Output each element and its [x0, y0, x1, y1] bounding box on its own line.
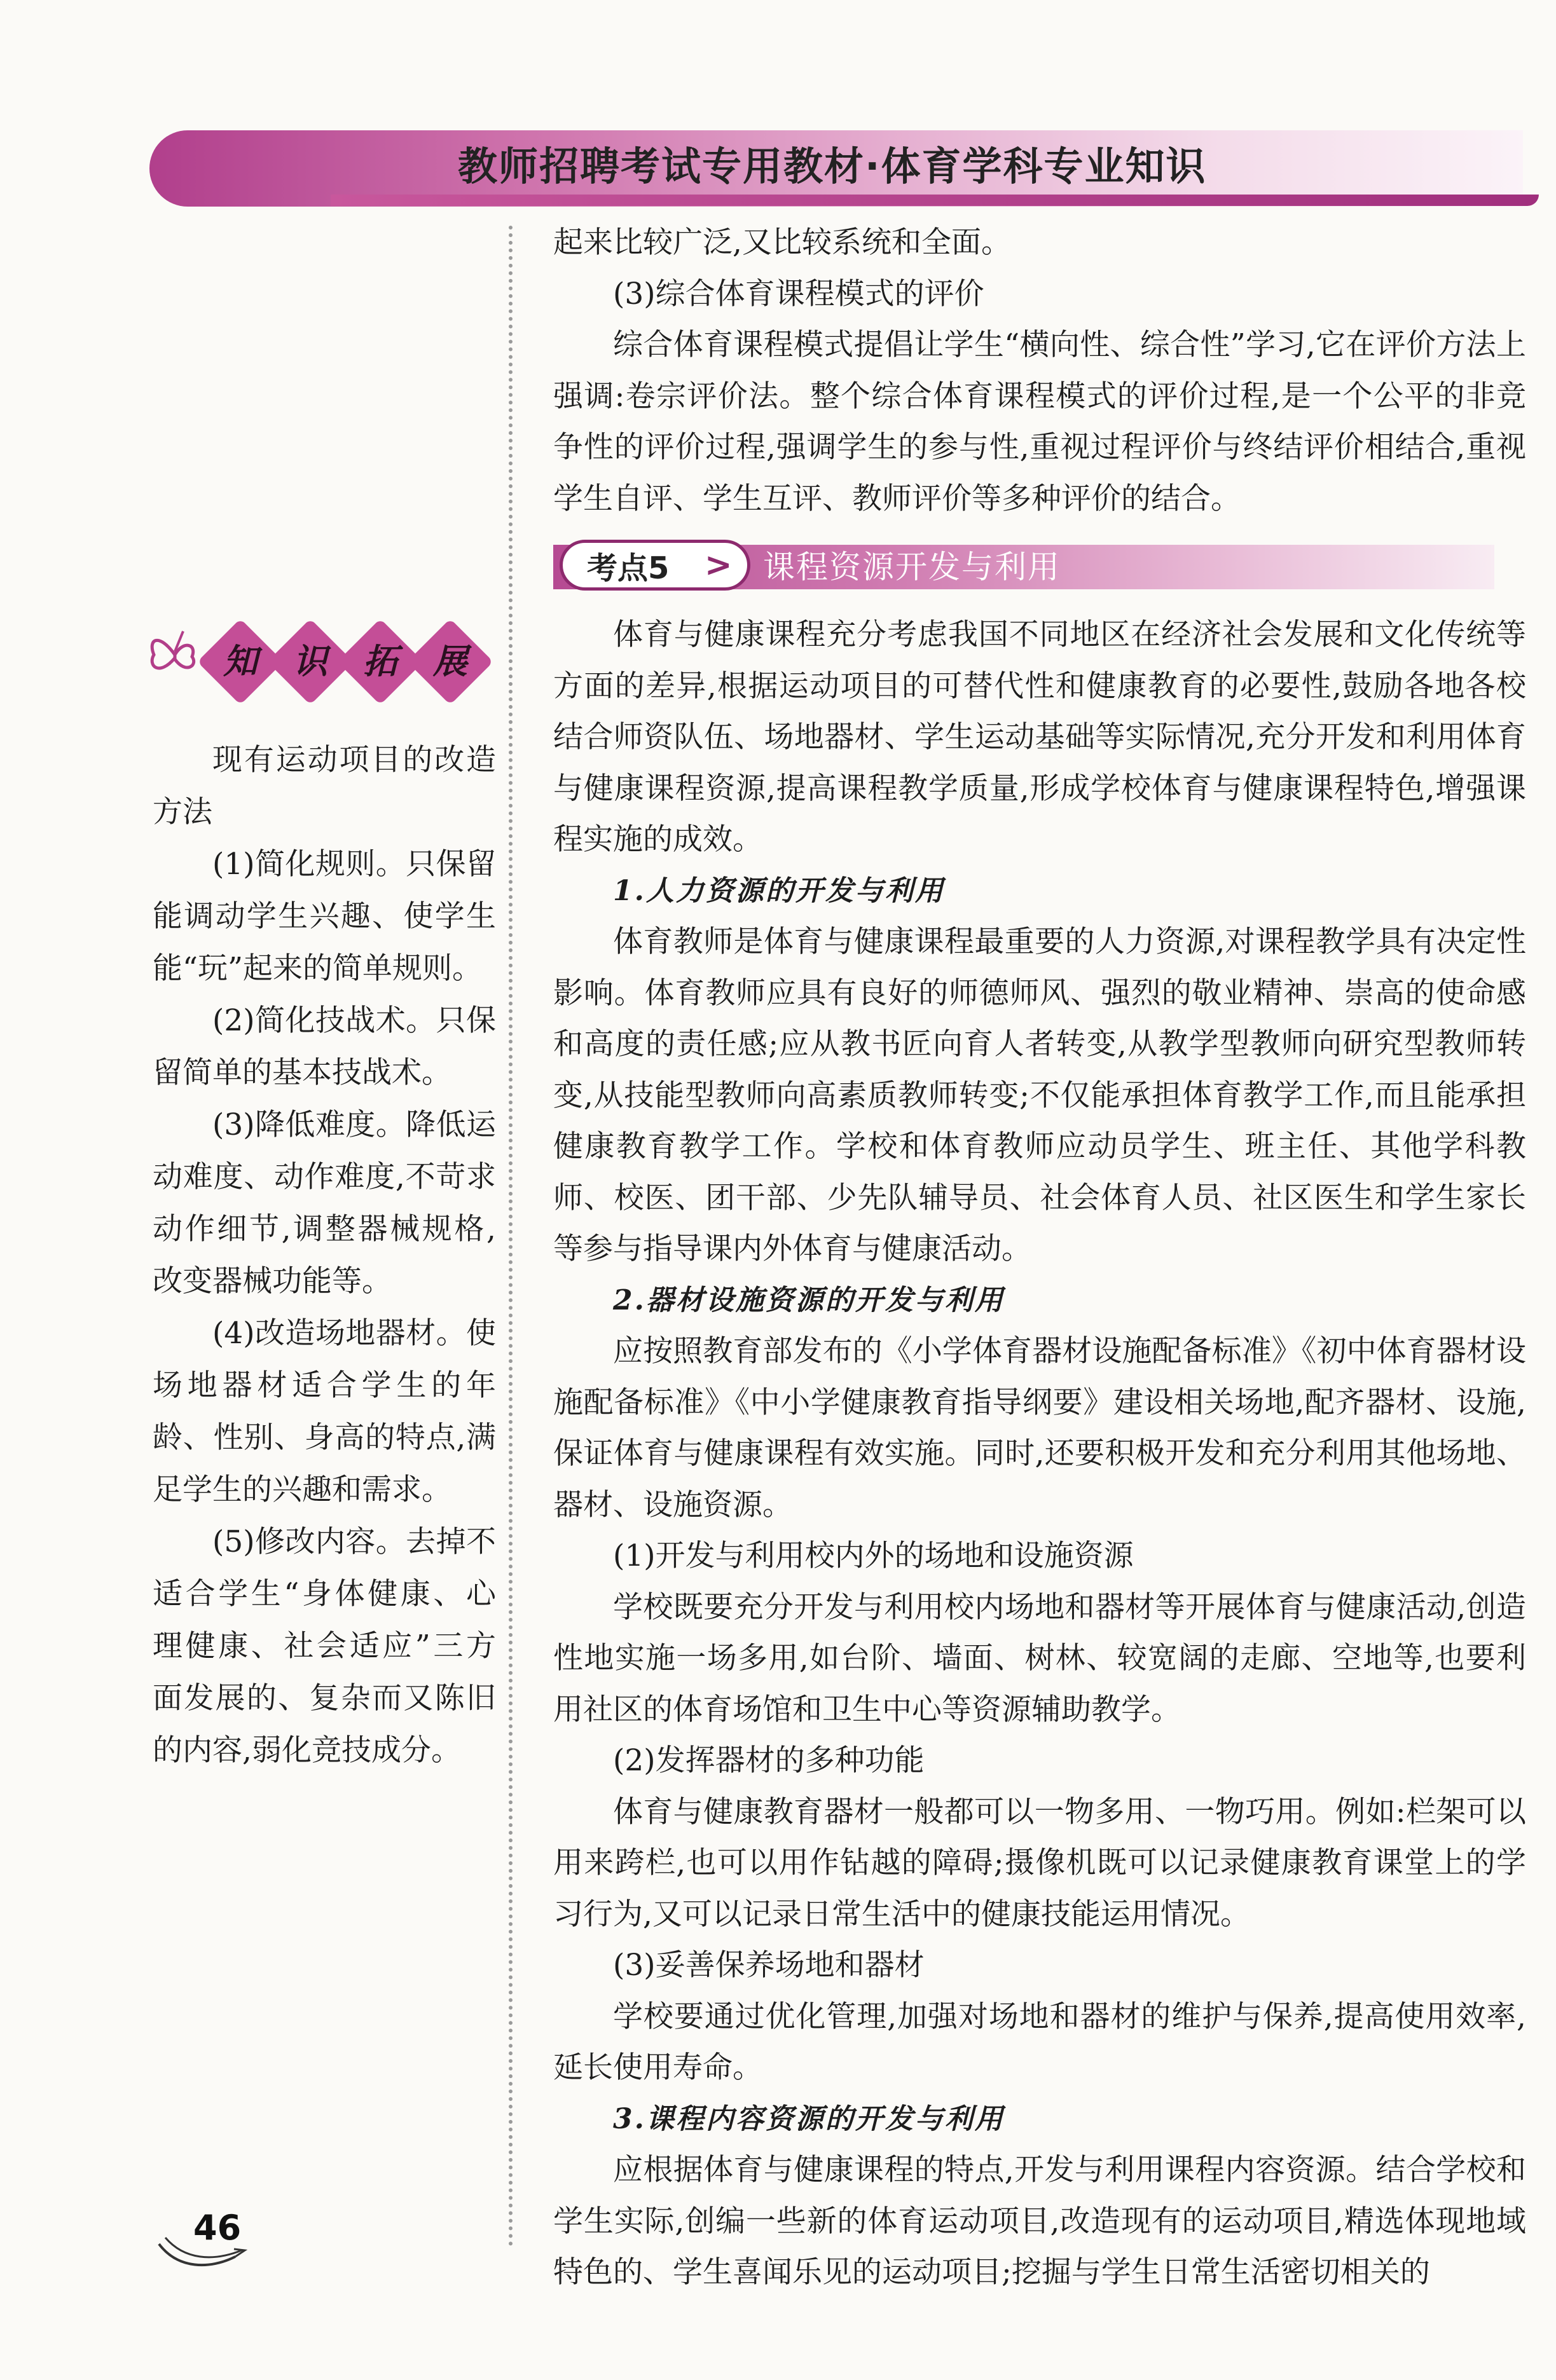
sidebar-item: (5)修改内容。去掉不适合学生“身体健康、心理健康、社会适应”三方面发展的、复杂而又陈旧的内容,弱化竞技成分。 [153, 1524, 496, 1768]
paragraph: 学校要通过优化管理,加强对场地和器材的维护与保养,提高使用效率,延长使用寿命。 [553, 1999, 1526, 2085]
paragraph: 应按照教育部发布的《小学体育器材设施配备标准》《初中体育器材设施配备标准》《中小学健康教育指导纲要》建设相关场地,配齐器材、设施,保证体育与健康课程有效实施。同时,还要积极开发和充分利用其他场地、器材、设施资源。 [553, 1334, 1526, 1522]
paragraph: 综合体育课程模式提倡让学生“横向性、综合性”学习,它在评价方法上强调:卷宗评价法。整个综合体育课程模式的评价过程,是一个公平的非竞争性的评价过程,强调学生的参与性,重视过程评价与终结评价相结合,重视学生自评、学生互评、教师评价等多种评价的结合。 [553, 327, 1526, 516]
paragraph: 体育与健康课程充分考虑我国不同地区在经济社会发展和文化传统等方面的差异,根据运动项目的可替代性和健康教育的必要性,鼓励各地各校结合师资队伍、场地器材、学生运动基础等实际情况,充分开发和利用体育与健康课程资源,提高课程教学质量,形成学校体育与健康课程特色,增强课程实施的成效。 [553, 617, 1526, 857]
subheading: (1)开发与利用校内外的场地和设施资源 [613, 1538, 1134, 1573]
tile-char: 识 [293, 641, 327, 681]
paragraph: 学校既要充分开发与利用校内场地和器材等开展体育与健康活动,创造性地实施一场多用,如台阶、墙面、树林、较宽阔的走廊、空地等,也要利用社区的体育场馆和卫生中心等资源辅助教学。 [553, 1589, 1526, 1727]
header-swoosh [331, 195, 1539, 206]
tile-char: 展 [433, 641, 467, 681]
paragraph: 起来比较广泛,又比较系统和全面。 [553, 225, 1011, 260]
subheading: (2)发挥器材的多种功能 [613, 1743, 925, 1778]
section-heading: 1.人力资源的开发与利用 [613, 874, 945, 907]
section-heading: 2.器材设施资源的开发与利用 [613, 1283, 1005, 1317]
subheading: (3)妥善保养场地和器材 [613, 1948, 925, 1983]
sidebar-item: (1)简化规则。只保留能调动学生兴趣、使学生能“玩”起来的简单规则。 [153, 847, 496, 986]
sidebar-note [153, 734, 496, 1777]
sidebar-item: (2)简化技战术。只保留简单的基本技战术。 [153, 1003, 496, 1090]
column-divider [509, 226, 538, 2247]
knowledge-extension-header [146, 620, 477, 709]
chevron-right-icon: > [705, 546, 733, 584]
paragraph: 应根据体育与健康课程的特点,开发与利用课程内容资源。结合学校和学生实际,创编一些新的体育运动项目,改造现有的运动项目,精选体现地域特色的、学生喜闻乐见的运动项目;挖掘与学生日常生活密切相关的 [553, 2152, 1526, 2290]
tile-char: 知 [223, 641, 258, 681]
section-heading: 3.课程内容资源的开发与利用 [613, 2102, 1005, 2135]
paragraph: 体育教师是体育与健康课程最重要的人力资源,对课程教学具有决定性影响。体育教师应具有良好的师德师风、强烈的敬业精神、崇高的使命感和高度的责任感;应从教书匠向育人者转变,从教学型教师向研究型教师转变,从技能型教师向高素质教师转变;不仅能承担体育教学工作,而且能承担健康教育教学工作。学校和体育教师应动员学生、班主任、其他学科教师、校医、团干部、少先队辅导员、社会体育人员、社区医生和学生家长等参与指导课内外体育与健康活动。 [553, 924, 1526, 1266]
paragraph: 体育与健康教育器材一般都可以一物多用、一物巧用。例如:栏架可以用来跨栏,也可以用作钻越的障碍;摄像机既可以记录健康教育课堂上的学习行为,又可以记录日常生活中的健康技能运用情况。 [553, 1794, 1526, 1932]
sidebar-intro: 现有运动项目的改造方法 [153, 742, 496, 830]
exam-point-title: 课程资源开发与利用 [763, 549, 1061, 585]
page-number-badge [153, 2206, 293, 2276]
subheading: (3)综合体育课程模式的评价 [613, 276, 984, 311]
sidebar-item: (4)改造场地器材。使场地器材适合学生的年龄、性别、身高的特点,满足学生的兴趣和需求。 [153, 1316, 496, 1507]
exam-point-label: 考点5 [560, 540, 750, 591]
exam-point-banner [553, 536, 1526, 597]
book-title: 教师招聘考试专用教材·体育学科专业知识 [458, 143, 1207, 189]
page-number: 46 [193, 2208, 242, 2248]
butterfly-icon [146, 626, 203, 683]
tile-char: 拓 [363, 641, 397, 681]
main-column [553, 217, 1526, 2299]
sidebar-item: (3)降低难度。降低运动难度、动作难度,不苛求动作细节,调整器械规格,改变器械功能等。 [153, 1107, 496, 1299]
